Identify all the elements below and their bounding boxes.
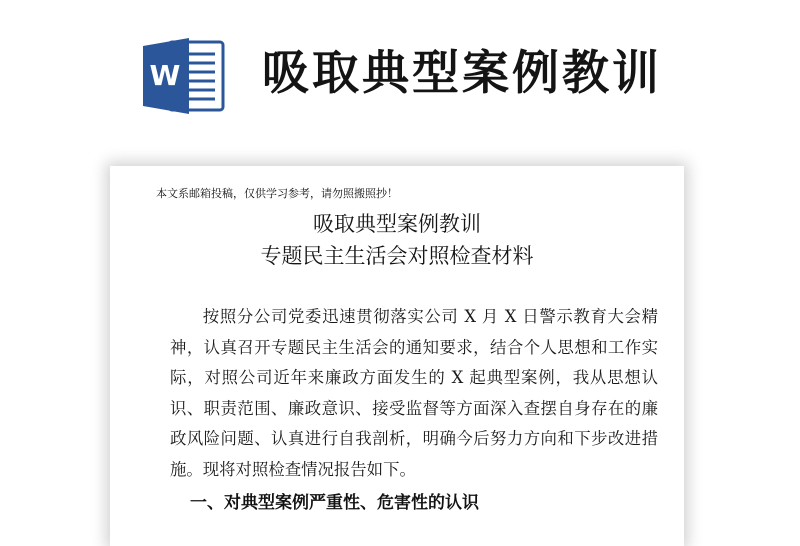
word-document-icon [143, 36, 225, 116]
document-title: 吸取典型案例教训 [313, 212, 481, 236]
page-title: 吸取典型案例教训 [262, 46, 662, 101]
word-icon-letter: W [149, 59, 181, 92]
intro-paragraph: 按照分公司党委迅速贯彻落实公司 X 月 X 日警示教育大会精神，认真召开专题民主生活会的通知要求，结合个人思想和工作实际，对照公司近年来廉政方面发生的 X 起典型案例，我从思想认识、职责范围、廉政意识、接受监督等方面深入查摆自身存在的廉政风险问题、认真进行自我剖析，明确今后努力方向和下步改进措施。现将对照检查情况报告如下。 [170, 307, 658, 479]
document-page [112, 168, 682, 538]
copy-notice: 本文系邮箱投稿，仅供学习参考，请勿照搬照抄！ [156, 187, 398, 200]
header-banner [0, 0, 800, 150]
section-heading: 一、对典型案例严重性、危害性的认识 [190, 493, 479, 513]
document-subtitle: 专题民主生活会对照检查材料 [260, 244, 534, 268]
